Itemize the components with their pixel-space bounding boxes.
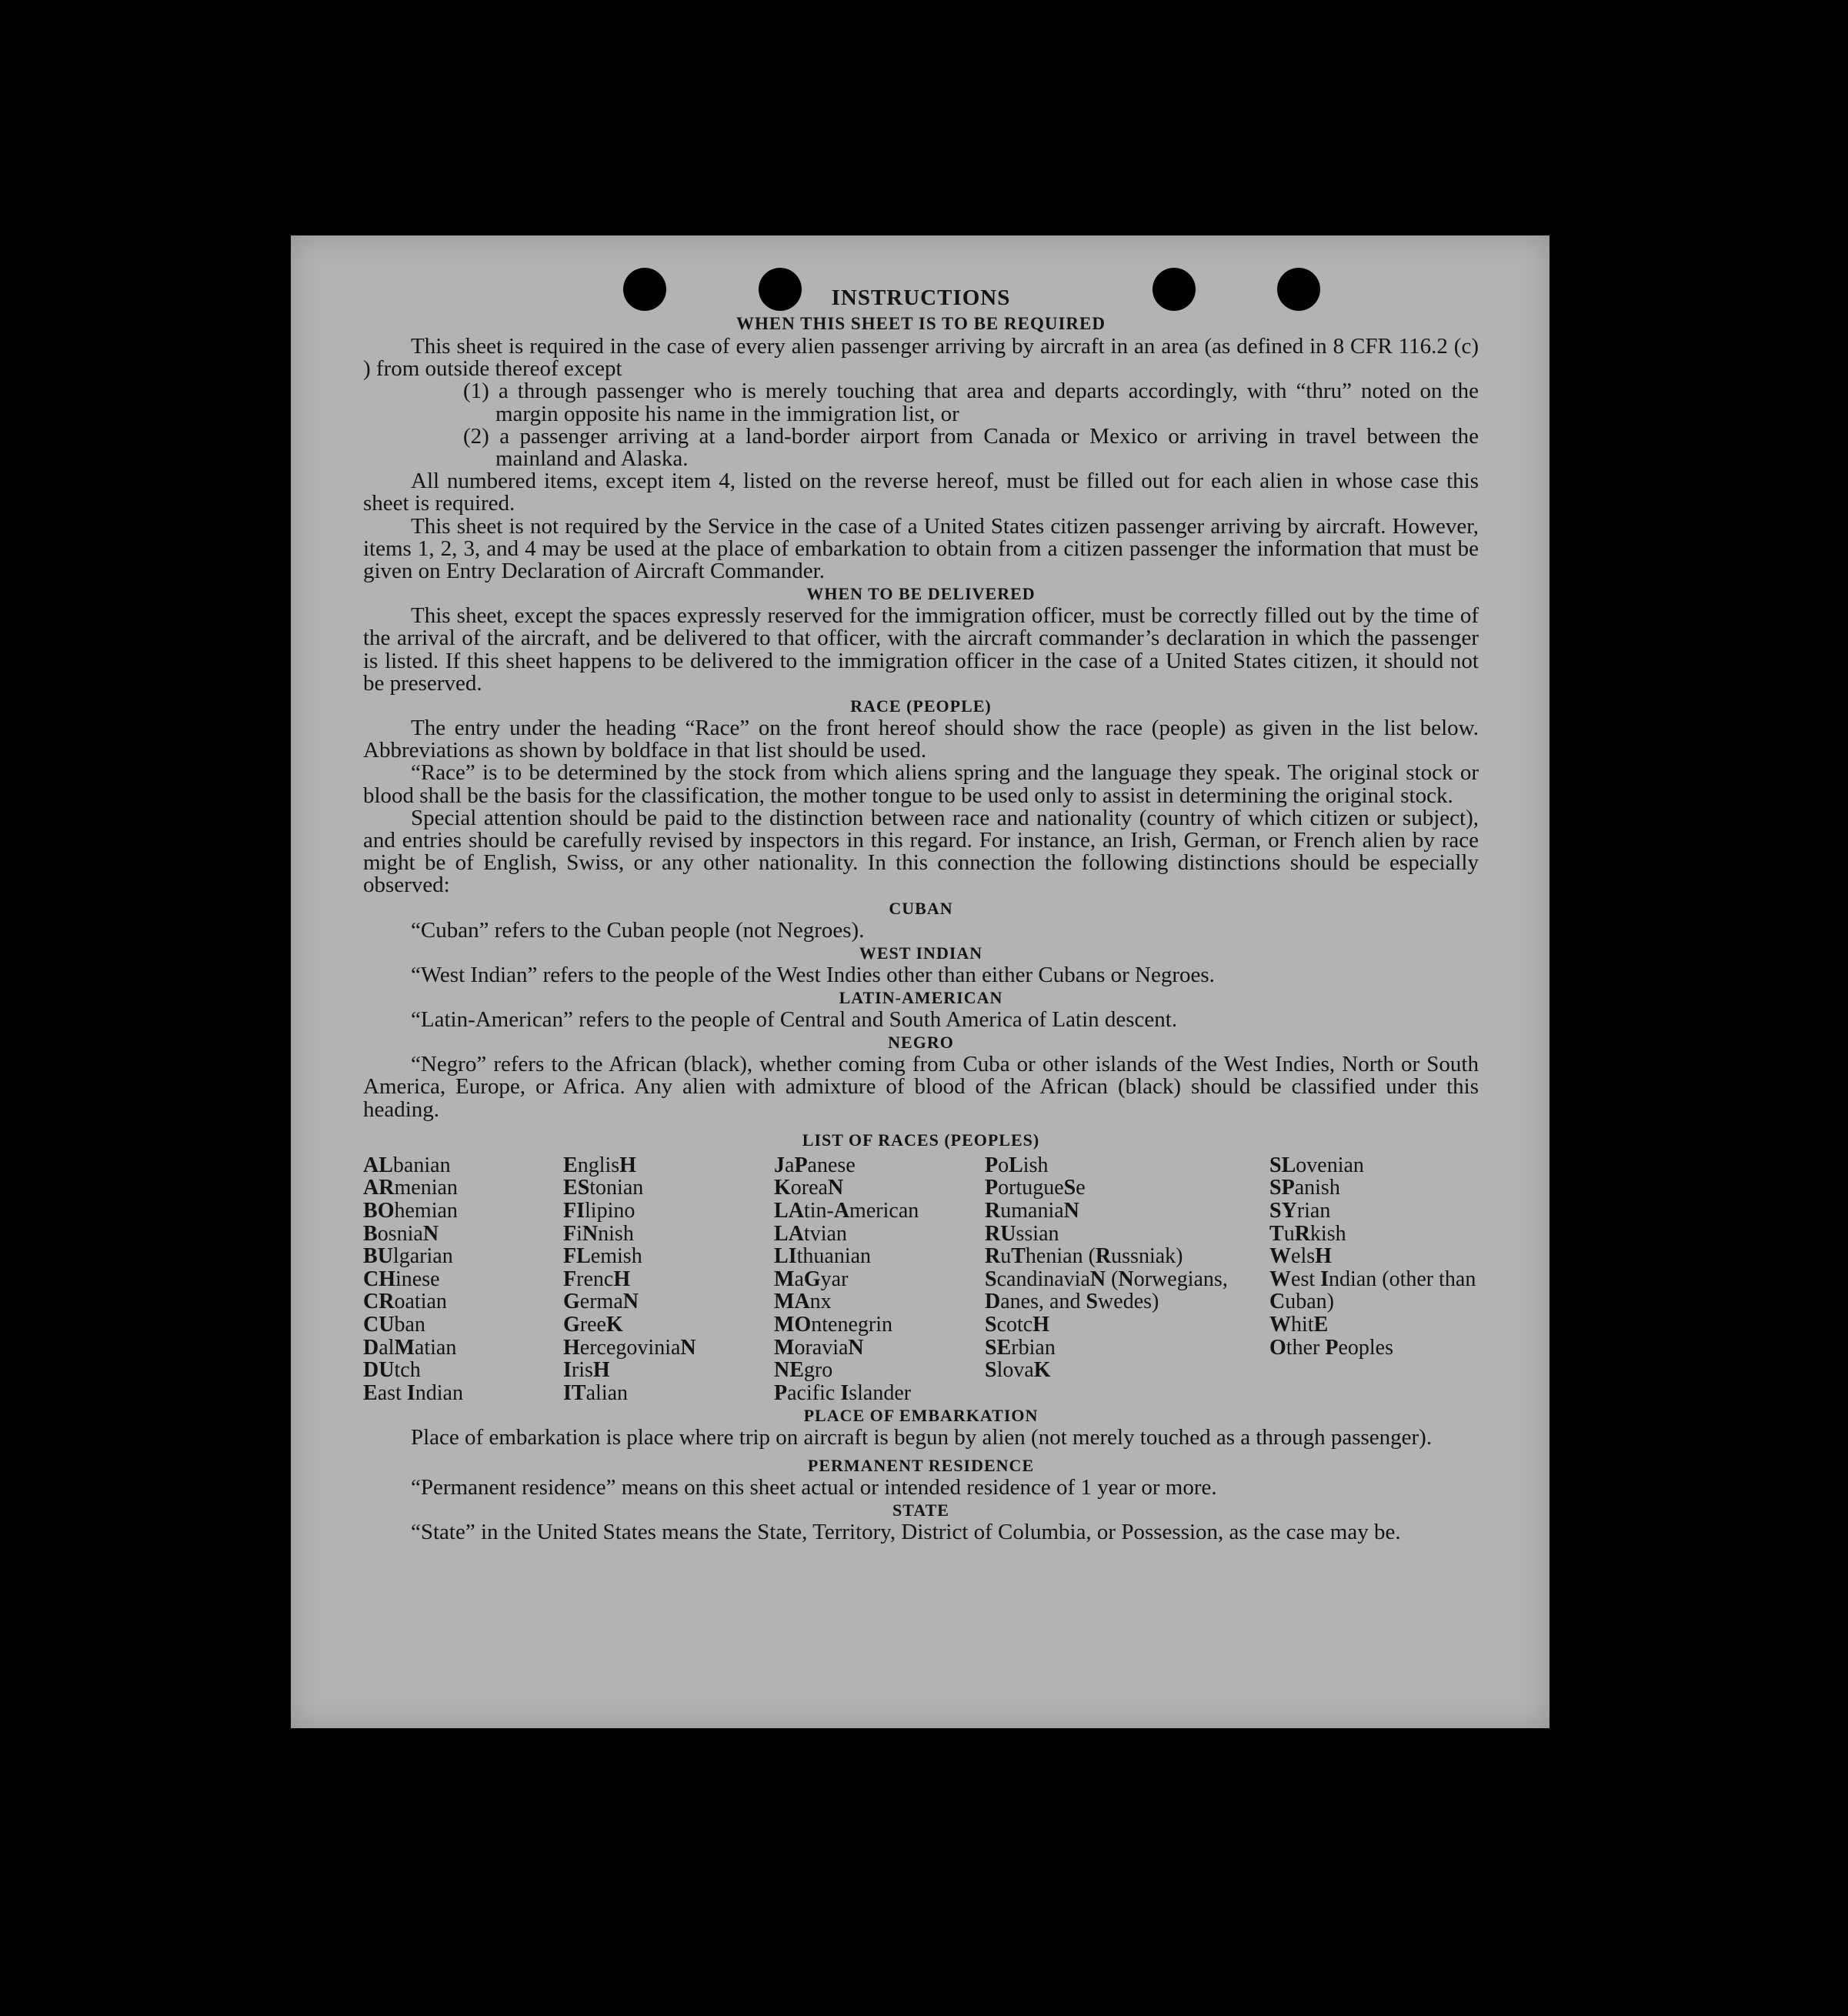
paragraph: Special attention should be paid to the distinction between race and nationality (country of which citizen or subject), and entries should be carefully revised by inspectors in this regard. For instance, an Irish, German, or French alien by race might be of English, Swiss, or any other nationality. In this connection the following distinctions should be especially observed: [363, 805, 1479, 898]
race-entry: IrisH [563, 1358, 610, 1383]
section-title-list-of-races: LIST OF RACES (PEOPLES) [802, 1130, 1040, 1150]
race-entry: EStonian [563, 1176, 644, 1200]
race-entry: ALbanian [363, 1153, 451, 1177]
race-entry: FiNnish [563, 1221, 634, 1246]
section-title-west-indian: WEST INDIAN [859, 943, 983, 963]
paragraph: This sheet is required in the case of every alien passenger arriving by aircraft in an area (as defined in 8 CFR 116.2 (c) ) from outside thereof except [363, 334, 1479, 382]
race-entry: BOhemian [363, 1199, 458, 1223]
race-entry: East Indian [363, 1380, 463, 1405]
race-entry: MOntenegrin [774, 1313, 892, 1337]
paragraph: All numbered items, except item 4, listed on the reverse hereof, must be filled out for each alien in whose case this sheet is required. [363, 469, 1479, 516]
section-title-latin-american: LATIN-AMERICAN [839, 988, 1003, 1008]
definition-text: Place of embarkation is place where trip on aircraft is begun by alien (not merely touched as a through passenger). [411, 1425, 1433, 1450]
race-entry: EnglisH [563, 1153, 636, 1177]
race-entry: NEgro [774, 1358, 833, 1383]
race-entry: SPanish [1269, 1176, 1340, 1200]
definition-text: “West Indian” refers to the people of the West Indies other than either Cubans or Negroes. [411, 962, 1215, 987]
race-entry: DUtch [363, 1358, 421, 1383]
definition-text: “State” in the United States means the State, Territory, District of Columbia, or Possession, as the case may be. [411, 1519, 1401, 1544]
page-title: INSTRUCTIONS [831, 285, 1011, 310]
race-entry: FrencH [563, 1267, 631, 1291]
definition-text: “Permanent residence” means on this sheet actual or intended residence of 1 year or more. [411, 1474, 1217, 1500]
race-entry: RUssian [985, 1221, 1059, 1246]
races-column-3 [774, 1154, 985, 1405]
race-entry: Pacific Islander [774, 1380, 912, 1405]
race-entry: MoraviaN [774, 1335, 864, 1360]
section-title-state: STATE [892, 1500, 949, 1520]
definition-text: “Cuban” refers to the Cuban people (not Negroes). [411, 917, 865, 943]
race-entry: LAtvian [774, 1221, 847, 1246]
paragraph: This sheet is not required by the Service in the case of a United States citizen passenger arriving by aircraft. However, items 1, 2, 3, and 4 may be used at the place of embarkation to obtain from a citizen passenger the information that must be given on Entry Declaration of Aircraft Commander. [363, 513, 1479, 584]
race-entry: LAtin-American [774, 1199, 919, 1223]
race-entry: MaGyar [774, 1267, 849, 1291]
race-entry: ITalian [563, 1380, 629, 1405]
race-entry: FLemish [563, 1244, 642, 1269]
instructions-content [363, 283, 1479, 1544]
race-entry: DalMatian [363, 1335, 457, 1360]
race-entry: SlovaK [985, 1358, 1051, 1383]
paragraph: This sheet, except the spaces expressly reserved for the immigration officer, must be correctly filled out by the time of the arrival of the aircraft, and be delivered to that officer, with the aircraft commander’s declaration in which the passenger is listed. If this sheet happens to be delivered to the immigration officer in the case of a United States citizen, it should not be preserved. [363, 603, 1479, 696]
race-entry: FIlipino [563, 1199, 635, 1223]
race-entry: GreeK [563, 1313, 623, 1337]
race-entry: WhitE [1269, 1313, 1329, 1337]
list-item: (2) a passenger arriving at a land-border airport from Canada or Mexico or arriving in travel between the mainland and Alaska. [463, 423, 1479, 472]
race-entry: SYrian [1269, 1199, 1331, 1223]
race-entry: West Indian (other than Cuban) [1269, 1267, 1476, 1314]
paragraph: The entry under the heading “Race” on the front hereof should show the race (people) as given in the list below. Abbreviations as shown by boldface in that list should be used. [363, 716, 1479, 763]
section-title-cuban: CUBAN [889, 898, 953, 918]
race-entry: ScotcH [985, 1313, 1050, 1337]
race-entry: LIthuanian [774, 1244, 872, 1269]
race-entry: Other Peoples [1269, 1335, 1393, 1360]
race-entry: RumaniaN [985, 1199, 1079, 1223]
section-title-when-delivered: WHEN TO BE DELIVERED [806, 584, 1036, 604]
race-entry: SLovenian [1269, 1153, 1364, 1177]
race-entry: RuThenian (Russniak) [985, 1244, 1183, 1269]
race-entry: BUlgarian [363, 1244, 453, 1269]
definition-text: “Negro” refers to the African (black), whether coming from Cuba or other islands of the West Indies, North or South America, Europe, or Africa. Any alien with admixture of blood of the African (black) should be classified under this heading. [363, 1052, 1479, 1122]
race-entry: PoLish [985, 1153, 1049, 1177]
section-title-negro: NEGRO [888, 1033, 954, 1053]
definition-text: “Latin-American” refers to the people of Central and South America of Latin descent. [411, 1007, 1178, 1033]
races-column-4 [985, 1154, 1269, 1405]
race-entry: JaPanese [774, 1153, 856, 1177]
list-item: (1) a through passenger who is merely touching that area and departs accordingly, with “thru” noted on the margin opposite his name in the immigration list, or [463, 379, 1479, 426]
section-title-place-of-embarkation: PLACE OF EMBARKATION [803, 1406, 1039, 1426]
race-entry: HercegoviniaN [563, 1335, 696, 1360]
section-title-when-required: WHEN THIS SHEET IS TO BE REQUIRED [736, 314, 1106, 333]
race-entry: WelsH [1269, 1244, 1332, 1269]
section-title-race: RACE (PEOPLE) [850, 696, 992, 716]
race-entry: BosniaN [363, 1221, 439, 1246]
race-entry: CHinese [363, 1267, 440, 1291]
race-entry: TuRkish [1269, 1221, 1346, 1246]
race-entry: CUban [363, 1313, 425, 1337]
race-entry: GermaN [563, 1290, 639, 1314]
race-entry: ScandinaviaN (Norwegians, Danes, and Swedes) [985, 1267, 1228, 1314]
race-entry: KoreaN [774, 1176, 844, 1200]
race-entry: MAnx [774, 1290, 832, 1314]
race-entry: SErbian [985, 1335, 1056, 1360]
races-column-5 [1269, 1154, 1479, 1405]
races-column-2 [563, 1154, 774, 1405]
race-entry: CRoatian [363, 1290, 447, 1314]
races-column-1 [363, 1154, 563, 1405]
section-title-permanent-residence: PERMANENT RESIDENCE [807, 1455, 1035, 1475]
races-list [363, 1154, 1479, 1405]
race-entry: PortugueSe [985, 1176, 1086, 1200]
document-sheet [291, 235, 1549, 1728]
paragraph: “Race” is to be determined by the stock from which aliens spring and the language they speak. The original stock or blood shall be the basis for the classification, the mother tongue to be used only to assist in determining the original stock. [363, 760, 1479, 808]
race-entry: ARmenian [363, 1176, 458, 1200]
